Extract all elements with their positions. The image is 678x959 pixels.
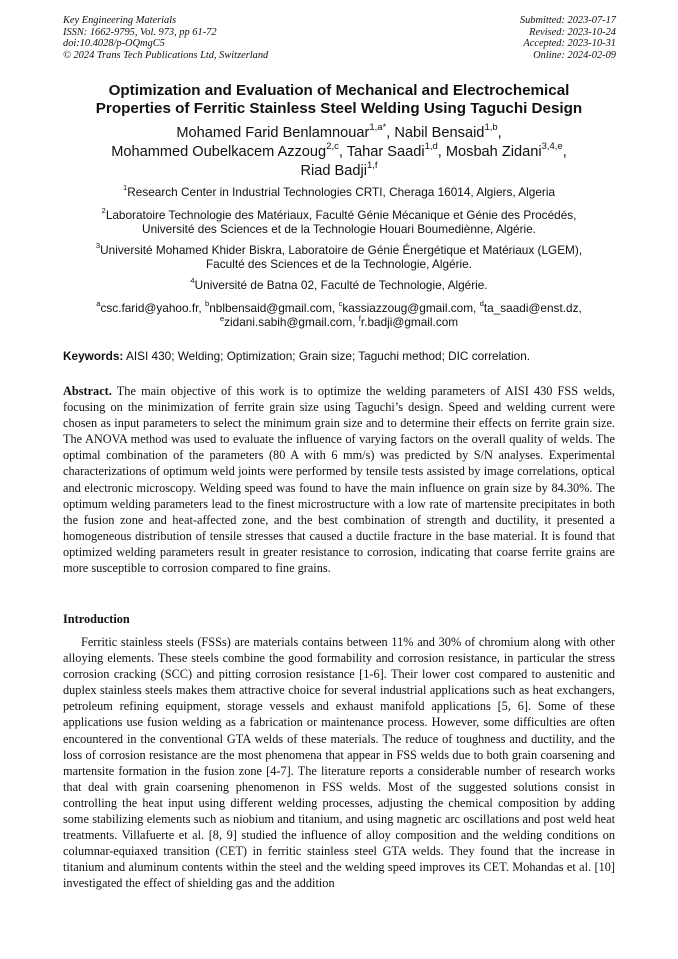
abstract-label: Abstract. [63,384,112,398]
journal-info [63,15,268,61]
email-link[interactable]: csc.farid@yahoo.fr, [100,301,205,315]
email-mark: d [479,299,484,309]
keywords-text: AISI 430; Welding; Optimization; Grain size; Taguchi method; DIC correlation. [125,349,531,363]
author-name: Riad Badji [300,163,367,179]
affiliation-text: Research Center in Industrial Technologies CRTI, Cheraga 16014, Algiers, Algeria [127,185,556,199]
submitted-date: Submitted: 2023-07-17 [519,15,616,26]
author-name: Mohamed Farid Benlamnouar [176,125,370,141]
affiliation-4 [40,278,638,292]
keywords-label: Keywords: [63,349,124,363]
author-affiliation-mark: 1,a* [369,122,387,134]
abstract-text: The main objective of this work is to optimize the welding parameters of AISI 430 FSS welds, focusing on the minimization of ferrite grain size using Taguchi’s design. Speed and welding current were chosen as input parameters to select the minimum grain size and to determine their effects on ferrite grain size. The ANOVA method was used to evaluate the influence of varying factors on the overall quality of welds. The optimal combination of the parameters (80 A with 6 mm/s) was predicted by S/N analyses. Experimental characterizations of optimum weld joints were performed by tensile tests assisted by image correlations, optical and electronic microscopy. Welding speed was found to have the main influence on grain size by 84.30%. The optimum welding parameters lead to the finest microstructure with a low rate of martensite precipitates in both the fusion zone and heat-affected zone, and the best combination of strength and ductility, it presented a homogeneous distribution of tensile stresses that caused a ductile fracture in the base material. It is found that optimized welding parameters result in greater resistance to corrosion, indicating that coarse ferrite grains are more susceptible to corrosion compared to fine grains. [63,384,615,576]
email-link[interactable]: zidani.sabih@gmail.com, [224,315,359,330]
email-link[interactable]: kassiazzoug@gmail.com, [342,301,480,315]
abstract [63,383,615,576]
author-list [40,124,638,181]
email-link[interactable]: ta_saadi@enst.dz, [483,301,582,315]
email-mark: f [358,313,361,323]
title-line-2: Properties of Ferritic Stainless Steel Welding Using Taguchi Design [95,99,583,117]
author-affiliation-mark: 2,c [326,141,339,153]
author-name: Nabil Bensaid [394,125,485,141]
affiliation-mark: 2 [101,206,106,216]
author-line-1: Mohamed Farid Benlamnouar$^{1,a*}$, Nabil Bensaid$^{1,b}$, [176,122,502,141]
revised-date: Revised: 2023-10-24 [529,26,616,38]
publication-dates [520,15,616,61]
email-mark: e [219,313,225,323]
affiliation-text: Université Mohamed Khider Biskra, Laboratoire de Génie Énergétique et Matériaux (LGEM), [100,243,583,257]
email-mark: a [96,299,101,309]
author-affiliation-mark: 3,4,e [541,141,563,153]
email-link[interactable]: nblbensaid@gmail.com, [209,301,339,315]
affiliation-text: Laboratoire Technologie des Matériaux, Faculté Génie Mécanique et Génie des Procédés, [105,208,577,222]
affiliation-1 [40,185,638,199]
affiliation-mark: 4 [190,276,195,286]
affiliation-text: Faculté des Sciences et de la Technologie, Algérie. [205,257,473,272]
author-line-3 [40,162,638,181]
issn-line: ISSN: 1662-9795, Vol. 973, pp 61-72 [63,26,217,38]
author-affiliation-mark: 1,b [484,122,498,134]
affiliation-mark: 3 [95,241,101,251]
email-link[interactable]: r.badji@gmail.com [360,315,459,330]
doi-line: doi:10.4028/p-OQmgC5 [63,38,165,50]
email-mark: c [338,299,343,309]
author-name: Tahar Saadi [346,144,425,160]
email-mark: b [204,299,210,309]
accepted-date: Accepted: 2023-10-31 [523,38,616,50]
online-date: Online: 2024-02-09 [533,49,616,61]
affiliation-text: Université des Sciences et de la Technologie Houari Boumediènne, Algérie. [142,222,536,237]
affiliation-text: Université de Batna 02, Faculté de Technologie, Algérie. [194,278,488,292]
affiliation-2 [40,208,638,236]
paper-title [40,82,638,117]
affiliation-mark: 1 [122,183,128,193]
affiliation-3 [40,243,638,271]
author-emails [40,301,638,329]
introduction-paragraph: Ferritic stainless steels (FSSs) are materials contains between 11% and 30% of chromium along with other alloying elements. These steels combine the good formability and corrosion resistance, in particular the stress corrosion cracking (SCC) and pitting corrosion resistance [1-6]. Their lower cost compared to austenitic and duplex stainless steels makes them attractive choice for several industrial applications such as heat exchangers, petroleum refining equipment, storage vessels and exhaust manifold applications [5, 6]. Some of these applications use fusion welding as a fabrication or maintenance process. However, some difficulties are often encountered in the conventional GTA welds of these materials. The reduce of toughness and ductility, and the loss of corrosion resistance are the most phenomena that appear in FSS welds due to both grain coarsening and martensite formation in the fusion zone [4-7]. The literature reports a considerable number of research works that deal with grain coarsening phenomenon in FSS welds. Most of the suggested solutions consist in controlling the heat input using different welding processes, adjusting the chemical composition by adding some stabilizing elements such as niobium and titanium, and using magnetic arc oscillations and post weld heat treatments. Villafuerte et al. [8, 9] studied the influence of alloy composition and the welding conditions on columnar-equiaxed transition (CET) in ferritic stainless steel GTA welds. They found that the increase in titanium and aluminum contents within the steel and the welding speed improves its CET. Mohandas et al. [10] investigated the effect of shielding gas and the addition [63,635,615,891]
author-name: Mosbah Zidani [445,144,542,160]
section-heading-introduction: Introduction [63,612,130,626]
copyright-line: © 2024 Trans Tech Publications Ltd, Switzerland [63,49,269,61]
author-name: Mohammed Oubelkacem Azzoug [111,144,327,160]
title-line-1: Optimization and Evaluation of Mechanical and Electrochemical [108,82,570,99]
author-line-2: Mohammed Oubelkacem Azzoug$^{2,c}$, Tahar Saadi$^{1,d}$, Mosbah Zidani$^{3,4,e}$, [111,141,567,160]
author-affiliation-mark: 1,f [366,160,378,172]
author-affiliation-mark: 1,d [424,141,438,153]
journal-name: Key Engineering Materials [63,15,177,26]
keywords [63,349,623,363]
